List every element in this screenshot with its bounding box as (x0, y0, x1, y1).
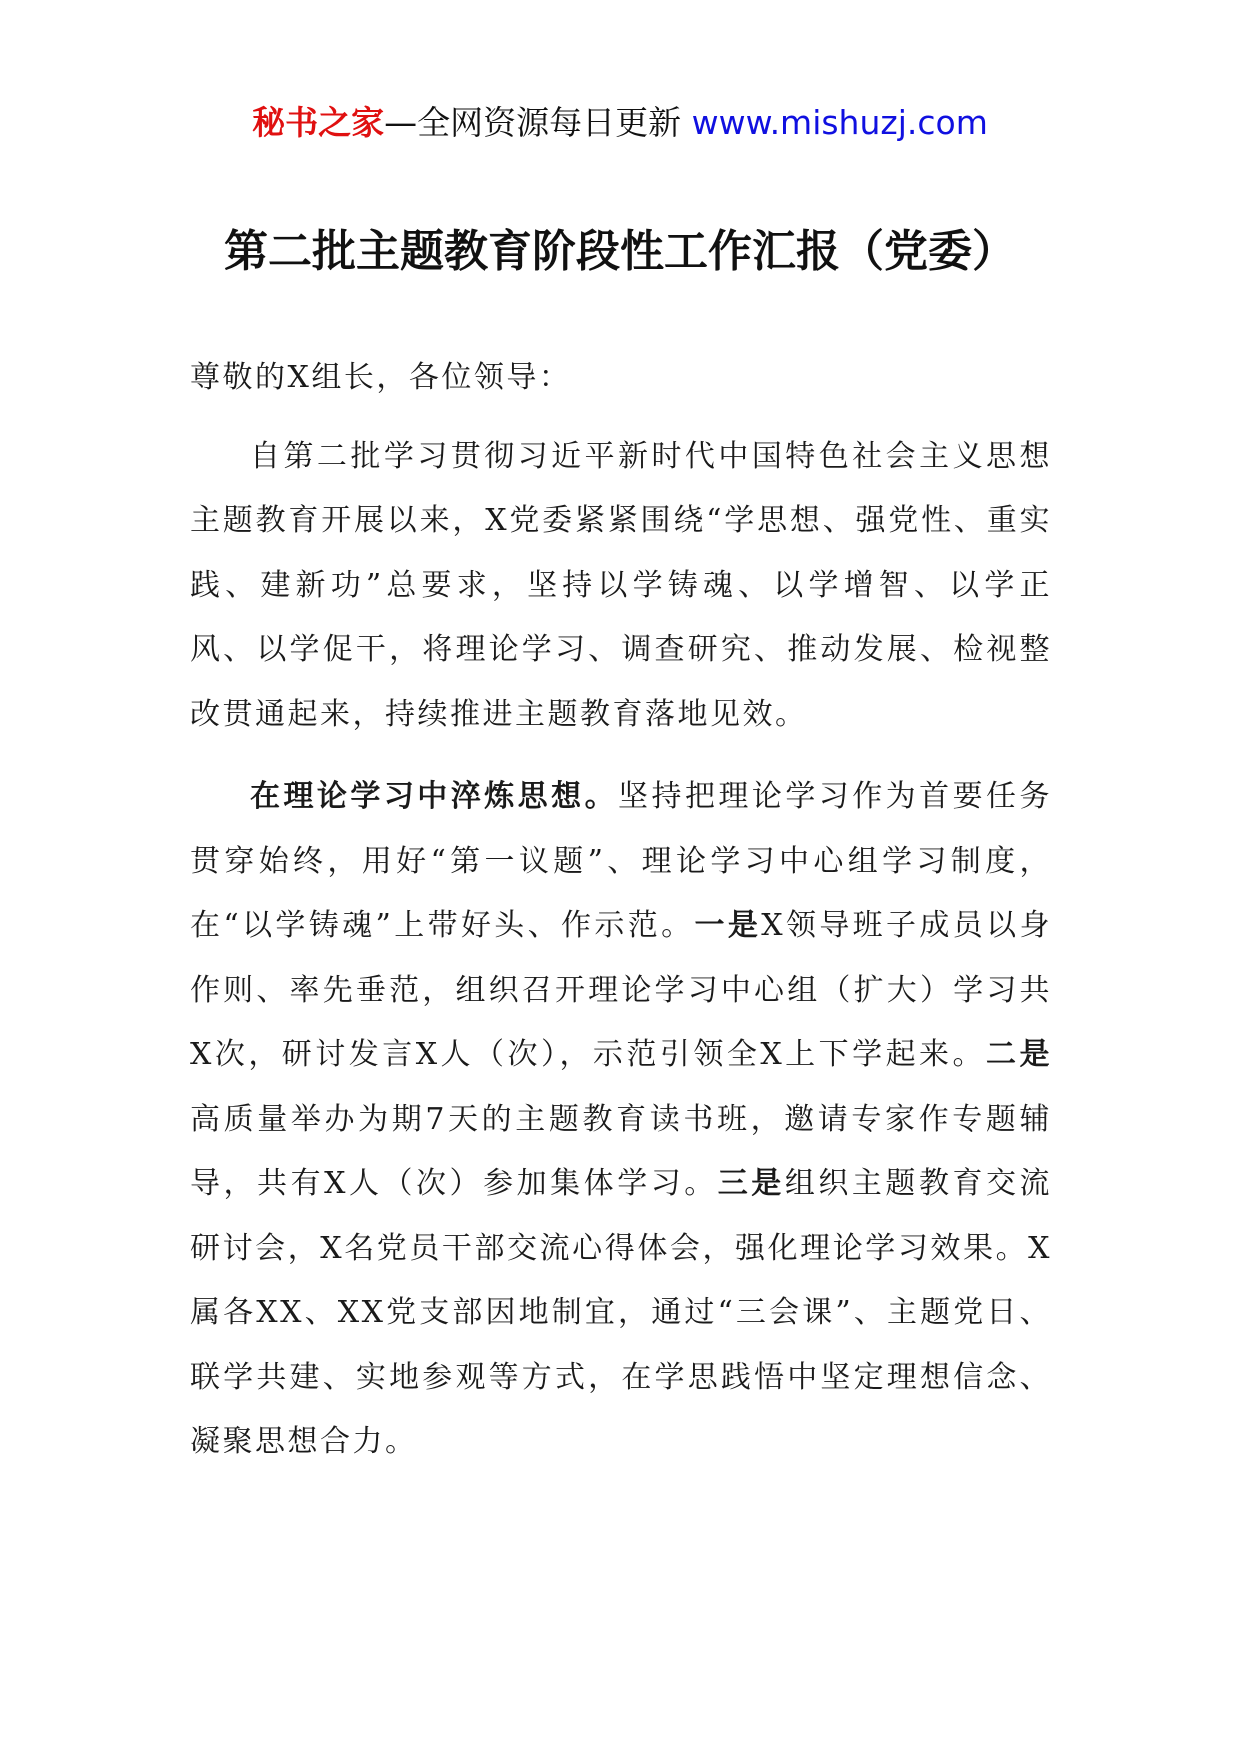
document-body (190, 346, 1052, 1475)
greeting-line: 尊敬的X组长，各位领导： (190, 360, 572, 395)
site-url-link[interactable]: www.mishuzj.com (691, 103, 988, 142)
point-label-2: 二是 (986, 1037, 1052, 1072)
header-tagline: —全网资源每日更新 (384, 103, 682, 142)
point-text-1: X领导班子成员以身作则、率先垂范，组织召开理论学习中心组（扩大）学习共X次，研讨发言X人（次），示范引领全X上下学起来。 (190, 908, 1053, 1072)
paragraph-intro: 自第二批学习贯彻习近平新时代中国特色社会主义思想主题教育开展以来，X党委紧紧围绕“学思想、强党性、重实践、建新功”总要求，坚持以学铸魂、以学增智、以学正风、以学促干，将理论学习、调查研究、推动发展、检视整改贯通起来，持续推进主题教育落地见效。 (190, 438, 1052, 732)
section-heading: 在理论学习中淬炼思想。 (250, 779, 619, 814)
paragraph-theory-study (190, 765, 1052, 1475)
point-text-3: 组织主题教育交流研讨会，X名党员干部交流心得体会，强化理论学习效果。X属各XX、XX党支部因地制宜，通过“三会课”、主题党日、联学共建、实地参观等方式，在学思践悟中坚定理想信念、凝聚思想合力。 (190, 1166, 1053, 1459)
brand-name: 秘书之家 (252, 103, 385, 142)
site-header (0, 98, 1240, 148)
point-label-3: 三是 (717, 1166, 785, 1201)
point-text-2: 高质量举办为期7天的主题教育读书班，邀请专家作专题辅导，共有X人（次）参加集体学习。 (190, 1101, 1052, 1201)
document-title: 第二批主题教育阶段性工作汇报（党委） (224, 226, 1016, 277)
point-label-1: 一是 (694, 908, 762, 943)
section-intro-text: 坚持把理论学习作为首要任务贯穿始终，用好“第一议题”、理论学习中心组学习制度，在“以学铸魂”上带好头、作示范。 (190, 779, 1053, 943)
